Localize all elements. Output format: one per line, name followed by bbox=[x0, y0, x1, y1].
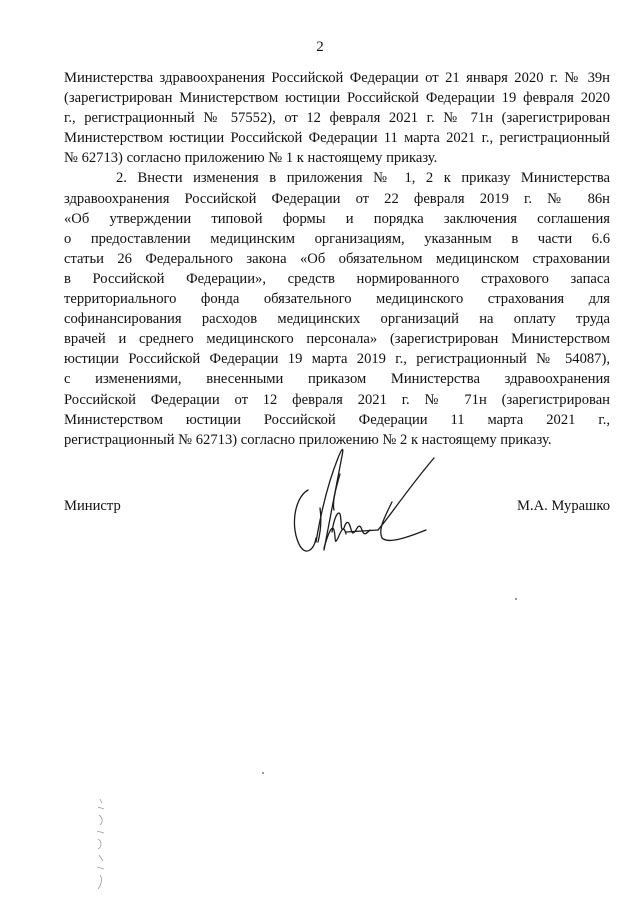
text-line: (зарегистрирован Министерством юстиции Российской Федерации 19 февраля 2020 bbox=[64, 90, 610, 107]
order-body-text bbox=[64, 68, 610, 450]
text-line: Министерством юстиции Российской Федерации 11 марта 2021 г., bbox=[64, 411, 610, 428]
scan-speck bbox=[515, 598, 517, 600]
text-line: статьи 26 Федерального закона «Об обязательном медицинском страховании bbox=[64, 250, 610, 267]
handwritten-signature bbox=[280, 438, 440, 568]
text-line: Российской Федерации от 12 февраля 2021 г. № 71н (зарегистрирован bbox=[64, 391, 610, 408]
text-line: с изменениями, внесенными приказом Министерства здравоохранения bbox=[64, 371, 610, 388]
text-line: Министерством юстиции Российской Федерации 11 марта 2021 г., регистрационный bbox=[64, 130, 610, 147]
text-line: г., регистрационный № 57552), от 12 февраля 2021 г. № 71н (зарегистрирован bbox=[64, 110, 610, 127]
text-line: софинансирования расходов медицинских организаций на оплату труда bbox=[64, 311, 610, 328]
text-line: «Об утверждении типовой формы и порядка заключения соглашения bbox=[64, 210, 610, 227]
text-line: врачей и среднего медицинского персонала» (зарегистрирован Министерством bbox=[64, 331, 610, 348]
page-number: 2 bbox=[316, 39, 324, 55]
paragraph-2-first-line: 2. Внести изменения в приложения № 1, 2 к приказу Министерства bbox=[116, 170, 610, 187]
text-line: регистрационный № 62713) согласно приложению № 2 к настоящему приказу. bbox=[64, 431, 552, 448]
text-line: здравоохранения Российской Федерации от 22 февраля 2019 г. № 86н bbox=[64, 190, 610, 207]
text-line: юстиции Российской Федерации 19 марта 2019 г., регистрационный № 54087), bbox=[64, 351, 610, 368]
text-line: территориального фонда обязательного медицинского страхования для bbox=[64, 291, 610, 308]
scan-speck bbox=[262, 772, 264, 774]
faint-registration-stamp bbox=[80, 795, 120, 895]
text-line: Министерства здравоохранения Российской Федерации от 21 января 2020 г. № 39н bbox=[64, 70, 610, 86]
text-line: № 62713) согласно приложению № 1 к настоящему приказу. bbox=[64, 150, 438, 167]
text-line: в Российской Федерации», средств нормированного страхового запаса bbox=[64, 270, 610, 287]
signatory-name: М.А. Мурашко bbox=[516, 498, 610, 514]
signatory-position: Министр bbox=[64, 498, 121, 514]
text-line: о предоставлении медицинским организациям, указанным в части 6.6 bbox=[64, 230, 610, 247]
